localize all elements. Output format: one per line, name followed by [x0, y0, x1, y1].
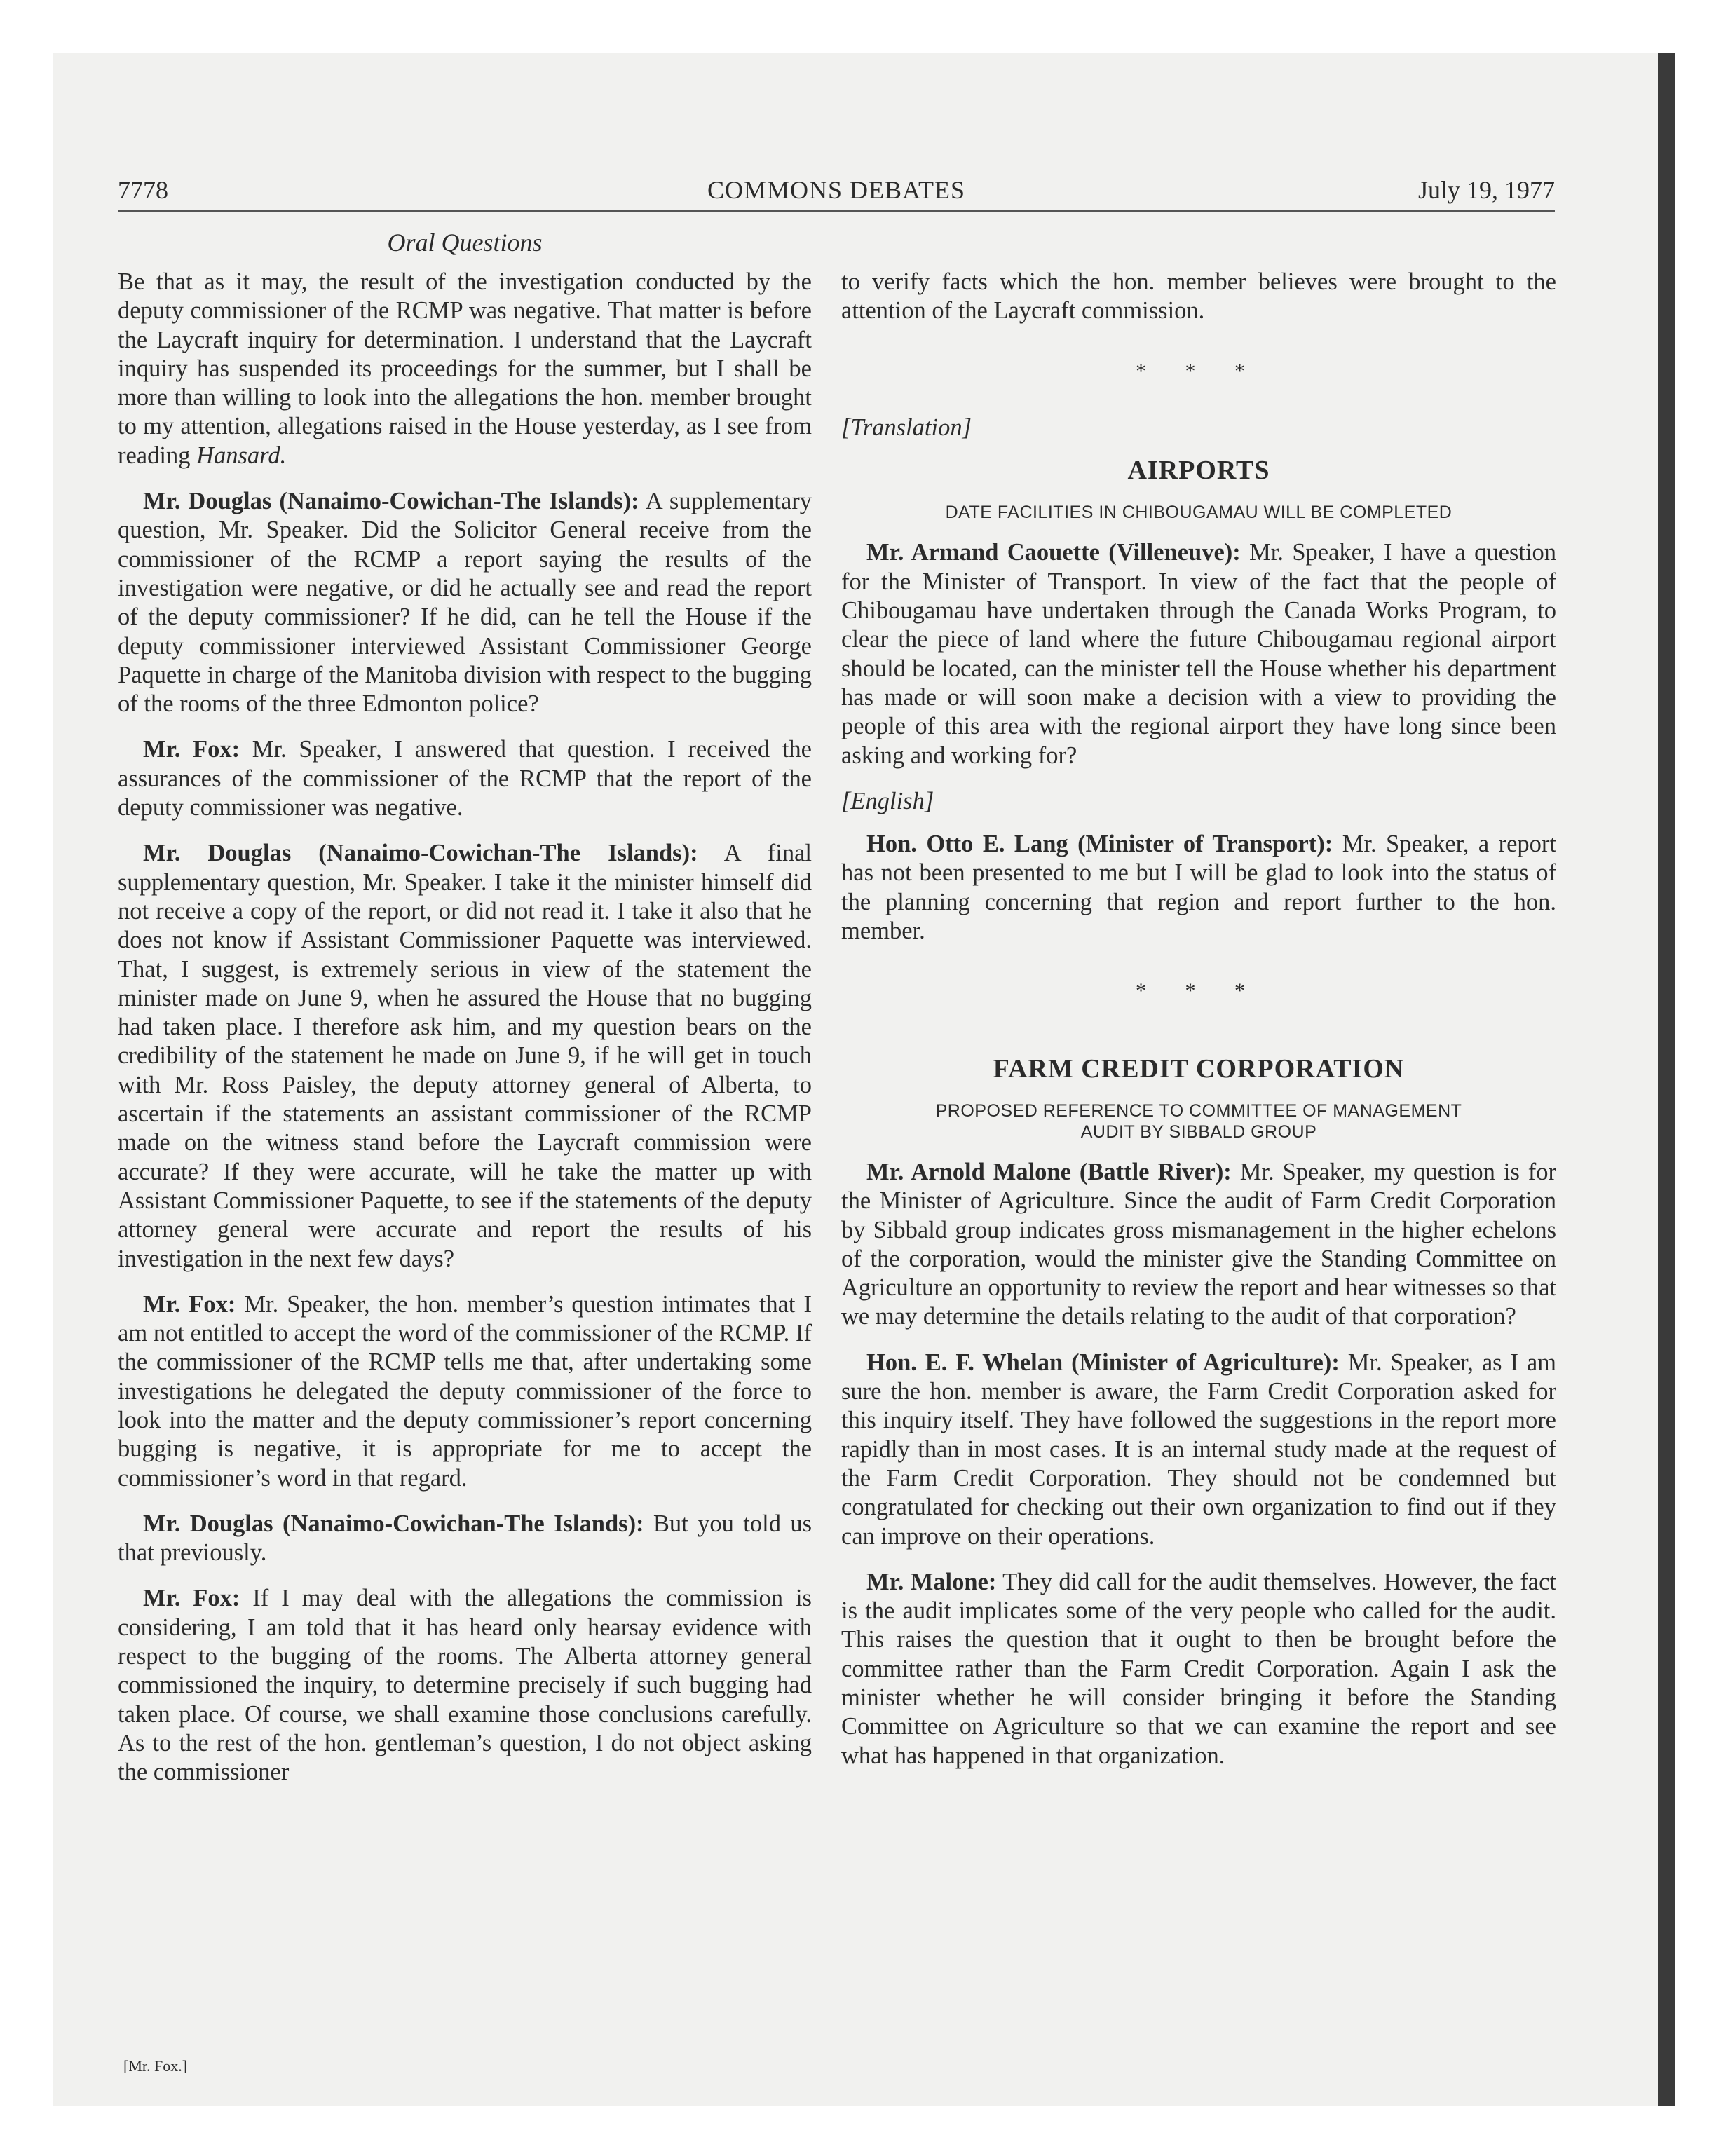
speaker-name: Mr. Douglas (Nanaimo-Cowichan-The Islands):	[143, 1510, 644, 1537]
subheading: PROPOSED REFERENCE TO COMMITTEE OF MANAGEMENT AUDIT BY SIBBALD GROUP	[935, 1100, 1462, 1142]
speaker-name: Hon. Otto E. Lang (Minister of Transport):	[866, 831, 1333, 858]
speaker-name: Mr. Armand Caouette (Villeneuve):	[866, 539, 1241, 566]
speaker-name: Mr. Douglas (Nanaimo-Cowichan-The Islands):	[143, 488, 639, 515]
binding-edge	[1658, 53, 1675, 2106]
paragraph: Mr. Malone: They did call for the audit themselves. However, the fact is the audit implicates some of the very people who called for the audit. This raises the question that it ought to then be brought before the committee rather than the Farm Credit Corporation. Again I ask the minister whether he will consider bringing it before the Standing Committee on Agriculture so that we can examine the report and see what has happened in that organization.	[841, 1568, 1556, 1769]
section-heading: AIRPORTS	[1127, 456, 1270, 486]
publication-title: COMMONS DEBATES	[707, 176, 966, 204]
paragraph: Mr. Arnold Malone (Battle River): Mr. Speaker, my question is for the Minister of Agriculture. Since the audit of Farm Credit Corporation by Sibbald group indicates gross mismanagement in the higher echelons of the corporation, would the minister give the Standing Committee on Agriculture an opportunity to review the report and hear witnesses so that we may determine the details relating to the audit of that corporation?	[841, 1158, 1556, 1330]
speaker-name: Mr. Douglas (Nanaimo-Cowichan-The Islands):	[143, 840, 698, 867]
page-header	[118, 175, 1555, 212]
paragraph: Mr. Douglas (Nanaimo-Cowichan-The Islands): But you told us that previously.	[118, 1510, 812, 1567]
right-column	[841, 268, 1556, 1787]
paragraph: Mr. Douglas (Nanaimo-Cowichan-The Islands): A supplementary question, Mr. Speaker. Did the Solicitor General receive from the commissioner of the RCMP a report saying the results of the investigation were negative, or did he actually see and read the report of the deputy commissioner? If he did, can he tell the House if the deputy commissioner interviewed Assistant Commissioner George Paquette in charge of the Manitoba division with respect to the bugging of the rooms of the three Edmonton police?	[118, 488, 812, 718]
emphasis: Hansard.	[196, 442, 287, 469]
speaker-name: Mr. Fox:	[143, 1290, 236, 1318]
paragraph: Mr. Armand Caouette (Villeneuve): Mr. Speaker, I have a question for the Minister of Transport. In view of the fact that the people of Chibougamau have undertaken through the Canada Works Program, to clear the piece of land where the future Chibougamau regional airport should be located, can the minister tell the House whether his department has made or will soon make a decision with a view to providing the people of this area with the regional airport they have long since been asking and working for?	[841, 539, 1556, 769]
speaker-name: Mr. Malone:	[866, 1568, 997, 1595]
section-heading: FARM CREDIT CORPORATION	[993, 1053, 1405, 1084]
paragraph: Mr. Fox: If I may deal with the allegations the commission is considering, I am told that it has heard only hearsay evidence with respect to the bugging of the rooms. The Alberta attorney general commissioned the inquiry, to determine precisely if such bugging had taken place. Of course, we shall examine those conclusions carefully. As to the rest of the hon. gentleman’s question, I do not object asking the commissioner	[118, 1585, 812, 1786]
section-divider: * * *	[1136, 359, 1262, 383]
paragraph: Mr. Douglas (Nanaimo-Cowichan-The Islands): A final supplementary question, Mr. Speaker. I take it the minister himself did not receive a copy of the report, or did not read it. I take it also that he does not know if Assistant Commissioner Paquette was interviewed. That, I suggest, is extremely serious in view of the statement the minister made on June 9, when he assured the House that no bugging had taken place. I therefore ask him, and my question bears on the credibility of the statement he made on June 9, if he will get in touch with Mr. Ross Paisley, the deputy attorney general of Alberta, to ascertain if the statements an assistant commissioner of the RCMP made on the witness stand before the Laycraft commission were accurate? If they were accurate, will he take the matter up with Assistant Commissioner Paquette, to see if the statements of the deputy attorney general were accurate and report the results of his investigation in the next few days?	[118, 840, 812, 1272]
section-divider: * * *	[1136, 979, 1262, 1003]
speaker-name: Mr. Fox:	[143, 1585, 240, 1612]
paragraph: to verify facts which the hon. member believes were brought to the attention of the Laycraft commission.	[841, 268, 1556, 325]
section-title: Oral Questions	[387, 228, 543, 257]
footnote: [Mr. Fox.]	[123, 2057, 188, 2075]
language-tag: [English]	[841, 787, 934, 814]
speaker-name: Hon. E. F. Whelan (Minister of Agriculture):	[866, 1349, 1340, 1376]
speaker-name: Mr. Fox:	[143, 736, 240, 763]
left-column	[118, 268, 812, 1804]
translation-tag: [Translation]	[841, 414, 972, 441]
paragraph: Hon. E. F. Whelan (Minister of Agriculture): Mr. Speaker, as I am sure the hon. member is aware, the Farm Credit Corporation asked for this inquiry itself. They have followed the suggestions in the report more rapidly than in most cases. It is an internal study made at the request of the Farm Credit Corporation. They should not be condemned but congratulated for checking out their own organization to find out if they can improve on their operations.	[841, 1349, 1556, 1550]
subheading: DATE FACILITIES IN CHIBOUGAMAU WILL BE COMPLETED	[945, 503, 1452, 523]
paragraph: Be that as it may, the result of the investigation conducted by the deputy commissioner of the RCMP was negative. That matter is before the Laycraft inquiry for determination. I understand that the Laycraft inquiry has suspended its proceedings for the summer, but I shall be more than willing to look into the allegations the hon. member brought to my attention, allegations raised in the House yesterday, as I see from reading Hansard.	[118, 268, 812, 469]
page-date: July 19, 1977	[1417, 176, 1555, 204]
paragraph: Hon. Otto E. Lang (Minister of Transport): Mr. Speaker, a report has not been presented to me but I will be glad to look into the status of the planning concerning that region and report further to the hon. member.	[841, 831, 1556, 945]
paragraph: Mr. Fox: Mr. Speaker, the hon. member’s question intimates that I am not entitled to accept the word of the commissioner of the RCMP. If the commissioner of the RCMP tells me that, after undertaking some investigations he delegated the deputy commissioner of the force to look into the matter and the deputy commissioner’s report concerning bugging is negative, it is appropriate for me to accept the commissioner’s word in that regard.	[118, 1290, 812, 1492]
paragraph: Mr. Fox: Mr. Speaker, I answered that question. I received the assurances of the commissioner of the RCMP that the report of the deputy commissioner was negative.	[118, 736, 812, 821]
speaker-name: Mr. Arnold Malone (Battle River):	[866, 1158, 1232, 1185]
page-number: 7778	[118, 176, 168, 204]
